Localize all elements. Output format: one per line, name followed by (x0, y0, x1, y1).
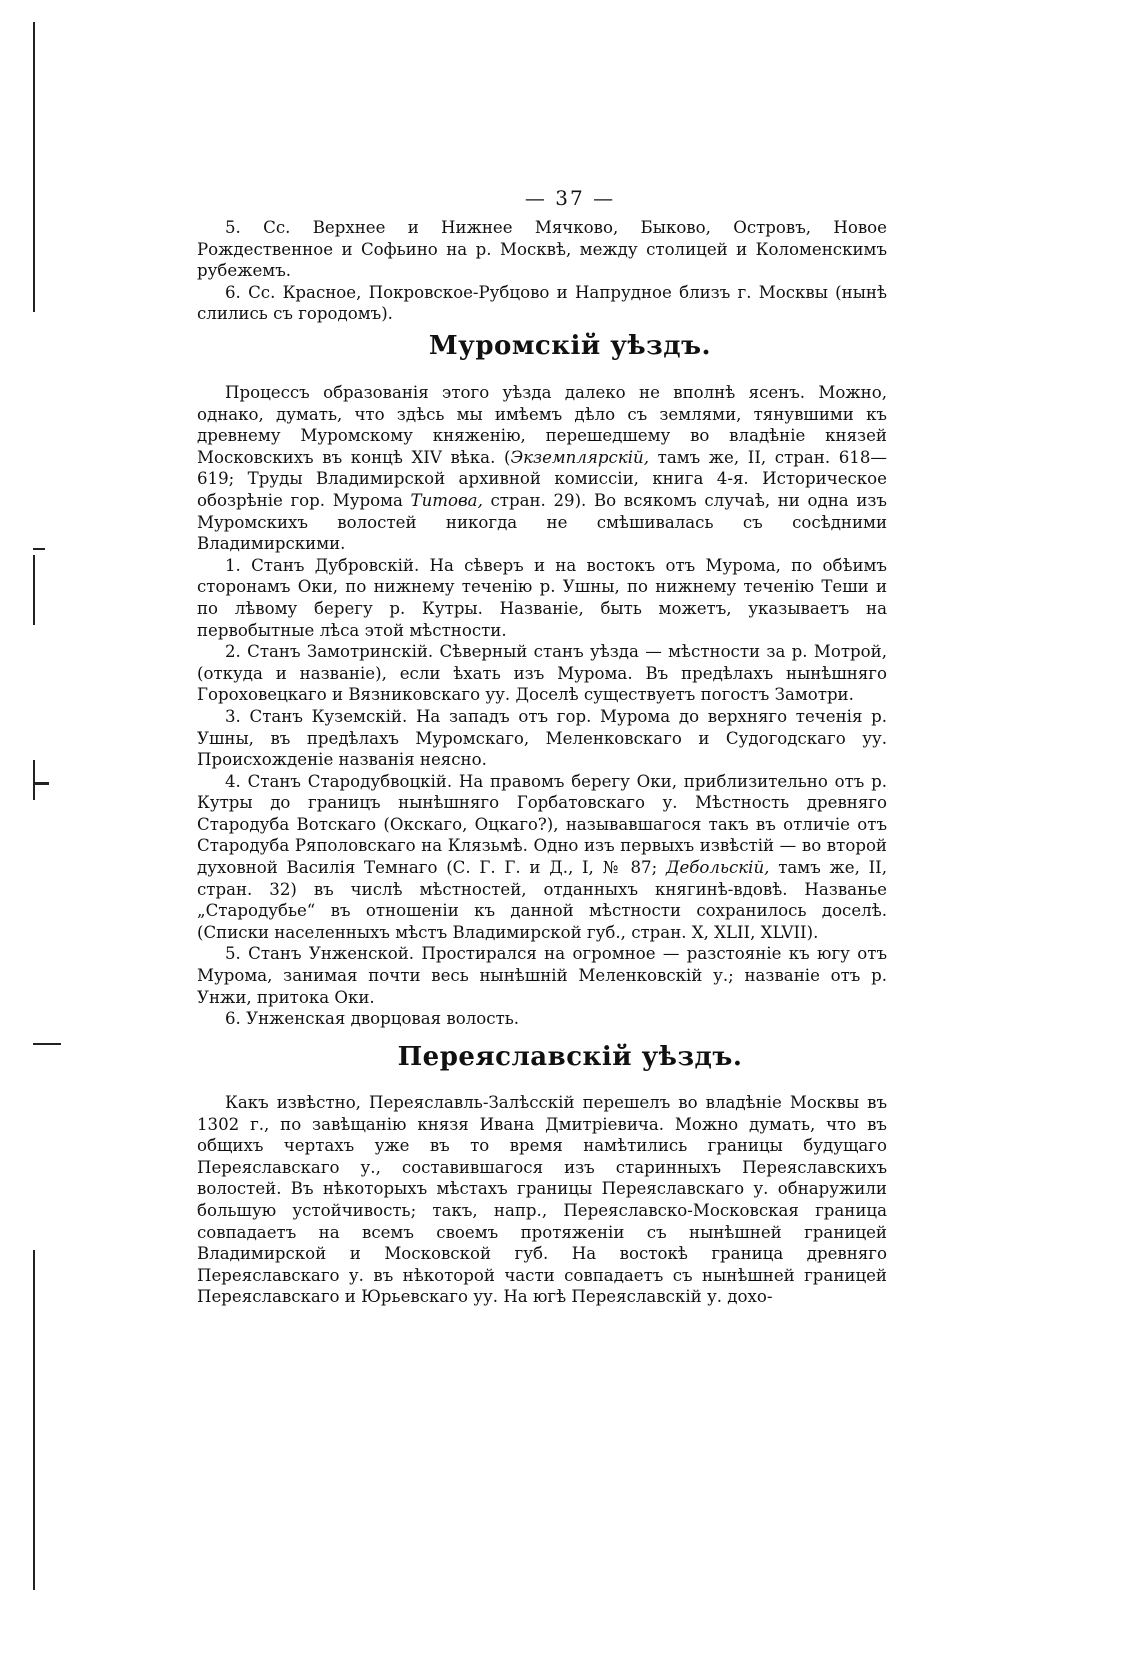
murom-intro-paragraph (197, 382, 887, 555)
text-segment: тамъ же, II, стран. 32) въ числѣ мѣстностей, отданныхъ княгинѣ-вдовѣ. Названье „Стародубье“ въ отношеніи къ данной мѣстности сохранилось доселѣ. (Списки населенныхъ мѣстъ Владимирской губ., стран. X, XLII, XLVII). (197, 858, 887, 942)
section-heading-murom: Муромскій уѣздъ. (428, 331, 712, 361)
intro-items (197, 217, 887, 325)
text-segment: Процессъ образованія этого уѣзда далеко не вполнѣ ясенъ. Можно, однако, думать, что здѣсь мы имѣемъ дѣло съ землями, тянувшими къ древнему Муромскому княженію, перешедшему во владѣніе князей Московскихъ въ концѣ XIV вѣка. ( (197, 383, 887, 467)
pereyaslavl-paragraph: Какъ извѣстно, Переяславль-Залѣсскій перешелъ во владѣніе Москвы въ 1302 г., по завѣщанію князя Ивана Дмитріевича. Можно думать, что въ общихъ чертахъ уже въ то время намѣтились границы будущаго Переяславскаго у., составившагося изъ старинныхъ Переяславскихъ волостей. Въ нѣкоторыхъ мѣстахъ границы Переяславскаго у. обнаружили большую устойчивость; такъ, напр., Переяславско-Московская граница совпадаетъ на всемъ своемъ протяженіи съ нынѣшней границей Владимирской и Московской губ. На востокѣ граница древняго Переяславскаго у. въ нѣкоторой части совпадаетъ съ нынѣшней границей Переяславскаго и Юрьевскаго уу. На югѣ Переяславскій у. дохо- (197, 1093, 887, 1307)
text-segment: стран. 29). Во всякомъ случаѣ, ни одна изъ Муромскихъ волостей никогда не смѣшивалась съ сосѣдними Владимирскими. (197, 490, 887, 554)
murom-item: 6. Унженская дворцовая волость. (225, 1009, 520, 1029)
scan-margin-tick (33, 782, 49, 785)
section-heading-pereyaslavl: Переяславскій уѣздъ. (397, 1042, 743, 1072)
scan-margin-line (33, 760, 35, 800)
scan-margin-line (33, 1250, 35, 1590)
scan-margin-line (33, 555, 35, 625)
scan-margin-line (33, 22, 35, 312)
murom-item: 5. Станъ Унженской. Простирался на огромное — разстояніе къ югу отъ Мурома, занимая почти весь нынѣшній Меленковскій у.; названіе отъ р. Унжи, притока Оки. (197, 944, 887, 1007)
text-segment: тамъ же, II, стран. 618—619; Труды Владимирской архивной комиссіи, книга 4-я. Историческое обозрѣніе гор. Мурома (197, 447, 887, 510)
intro-item: 5. Сс. Верхнее и Нижнее Мячково, Быково, Островъ, Новое Рождественное и Софьино на р. Москвѣ, между столицей и Коломенскимъ рубежемъ. (197, 218, 887, 281)
text-segment: 4. Станъ Стародубвоцкій. На правомъ берегу Оки, приблизительно отъ р. Кутры до границъ нынѣшняго Горбатовскаго у. Мѣстность древняго Стародуба Вотскаго (Окскаго, Оцкаго?), называвшагося такъ въ отличіе отъ Стародуба Ряполовскаго на Клязьмѣ. Одно изъ первыхъ извѣстій — во второй духовной Василія Темнаго (С. Г. Г. и Д., I, № 87; (197, 771, 887, 878)
murom-item: 1. Станъ Дубровскій. На сѣверъ и на востокъ отъ Мурома, по обѣимъ сторонамъ Оки, по нижнему теченію р. Ушны, по нижнему теченію Теши и по лѣвому берегу р. Кутры. Названіе, быть можетъ, указываетъ на первобытные лѣса этой мѣстности. (197, 555, 887, 640)
scan-margin-tick (33, 548, 45, 550)
murom-item: 2. Станъ Замотринскій. Сѣверный станъ уѣзда — мѣстности за р. Мотрой, (откуда и названіе), если ѣхать изъ Мурома. Въ предѣлахъ нынѣшняго Гороховецкаго и Вязниковскаго уу. Доселѣ существуетъ погостъ Замотри. (197, 642, 887, 705)
intro-item: 6. Сс. Красное, Покровское-Рубцово и Напрудное близъ г. Москвы (нынѣ слились съ городомъ). (197, 282, 887, 324)
page-number: — 37 — (524, 186, 616, 210)
author-name: Дебольскій, (665, 858, 770, 878)
pereyaslavl-section (197, 1092, 887, 1308)
author-name: Титова, (410, 490, 483, 510)
murom-item (197, 771, 887, 944)
murom-item: 3. Станъ Куземскій. На западъ отъ гор. Мурома до верхняго теченія р. Ушны, въ предѣлахъ Муромскаго, Меленковскаго и Судогодскаго уу. Происхожденіе названія неясно. (197, 706, 887, 770)
murom-section (197, 382, 887, 1030)
author-name: Экземплярскій, (510, 447, 650, 467)
